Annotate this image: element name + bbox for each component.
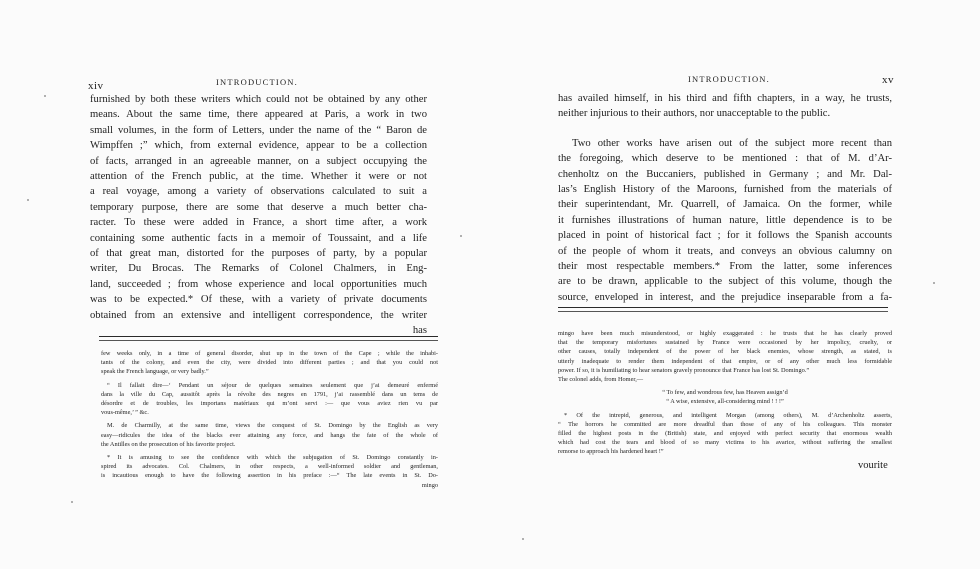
footnote-rule-thin — [558, 311, 888, 312]
footnote-line: remorse to approach his hardened heart !” — [558, 448, 664, 456]
text-line: land, succeeded ; from whose experience and local opportunities much — [90, 278, 427, 290]
footnote-line: which had cost the tears and blood of so many victims to his avarice, without suffering the smallest — [558, 439, 892, 447]
text-line: their superintendant, Mr. Quarrell, of Jamaica. On the former, while — [558, 199, 892, 211]
text-line: was to be expected.* Of these, with a variety of private documents — [90, 294, 427, 306]
text-line: neither injurious to their authors, nor unacceptable to the public. — [558, 108, 831, 120]
text-line: las’s English History of the Maroons, furnished from the materials of — [558, 184, 892, 196]
text-line: temporary purpose, there are some that deserve a much better cha- — [90, 201, 427, 213]
footnote-line: utterly inadequate to render them independent of that empire, or of any other much less formidable — [558, 357, 892, 365]
footnotes — [101, 349, 438, 490]
text-line: of that great man, distorted for the purposes of party, by a popular — [90, 248, 427, 260]
footnote-line: few weeks only, in a time of general disorder, shut up in the town of the Cape ; while the inhabi- — [101, 350, 438, 357]
footnote-line: speak the French language, or very badly.” — [101, 368, 209, 376]
footnote-line: is incautious enough to have the following assertion in his preface :—“ The late events in St. Do- — [101, 472, 438, 480]
footnote-line: dans la ville du Cap, aussitôt après la révolte des negres en 1791, j’ai rassemblé dans un tems de — [101, 390, 438, 398]
footnote-line: désordre et de troubles, les importans matériaux qui m’ont servi :— que vous aviez rien vu par — [101, 400, 438, 408]
body-text — [558, 91, 892, 305]
footnote-line: vous-même,’ ” &c. — [101, 409, 149, 417]
footnote-line: * Of the intrepid, generous, and intelligent Morgan (among others), M. d’Archenholtz asserts, — [564, 411, 892, 419]
text-line: chenholtz on the Buccaniers, published in Germany ; and Mr. Dal- — [558, 168, 892, 180]
page-number: xv — [882, 74, 894, 86]
text-line: placed in point of historical fact ; for it follows the Spanish accounts — [558, 230, 892, 242]
text-line: of facts, arranged in an agreeable manner, on a subject occupying the — [90, 155, 427, 167]
text-line: has availed himself, in his third and fifth chapters, in a way, he trusts, — [558, 93, 892, 104]
text-line: containing some authentic facts in a memoir of Toussaint, and a life — [90, 232, 427, 244]
catchword: vourite — [858, 460, 888, 471]
text-line: writer, Du Brocas. The Remarks of Colonel Chalmers, in Eng- — [90, 263, 427, 275]
footnote-rule — [558, 307, 888, 308]
speck — [933, 282, 935, 284]
running-head: INTRODUCTION. — [216, 77, 298, 87]
speck — [522, 538, 524, 540]
text-line: their most respectable members.* From the latter, some inferences — [558, 261, 892, 273]
text-line: obtained from an extensive and intelligent correspondence, the writer — [90, 309, 427, 321]
footnote-line: that the temporary misfortunes sustained by France were occasioned by her impolicy, cruelty, or — [558, 339, 892, 347]
right-page — [490, 0, 980, 569]
text-line: Two other works have arisen out of the subject more recent than — [572, 137, 892, 149]
footnote-line: easy—ridicules the idea of the blacks ever attaining any force, and hangs the fate of the whole of — [101, 431, 438, 439]
text-line: small volumes, in the form of Letters, under the name of the “ Baron de — [90, 124, 427, 136]
footnote-line: “ A wise, extensive, all-considering mind ! ! !” — [666, 398, 784, 406]
footnote-line: “ The horrors he committed are more dreadful than those of any of his colleagues. This monster — [558, 420, 892, 428]
speck — [44, 95, 46, 97]
speck — [71, 501, 73, 503]
footnote-line: filled the highest posts in the (British) state, and enjoyed with perfect security that enormous wealth — [558, 430, 892, 438]
footnote-line: mingo — [421, 481, 438, 489]
footnote-line: power. If so, it is humiliating to hear senators gravely pronounce that France has lost St. Domingo.” — [558, 366, 810, 374]
text-line: of the people of whom it treats, and conveys an obvious calumny on — [558, 245, 892, 257]
text-line: are to be drawn, applicable to the subject of this volume, though the — [558, 276, 892, 288]
footnotes — [558, 329, 892, 457]
text-line: source, enveloped in interest, and the prejudice inseparable from a fa- — [558, 291, 892, 303]
page-number: xiv — [88, 80, 104, 92]
speck — [27, 199, 29, 201]
footnote-line: M. de Charmilly, at the same time, views the conquest of St. Domingo by the English as very — [107, 422, 438, 430]
text-line: Wimpffen ;” which, from external evidence, appear to be a collection — [90, 140, 427, 152]
speck — [460, 235, 462, 237]
text-line: it furnishes illustrations of human nature, little dependence is to be — [558, 214, 892, 226]
footnote-rule — [99, 336, 438, 337]
footnote-line: other causes, totally independent of the power of her black enemies, whose strength, as stated, is — [558, 348, 892, 356]
footnote-line: mingo have been much misunderstood, or highly exaggerated : he trusts that he has clearly proved — [558, 330, 892, 337]
footnote-line: the Antilles on the prosecution of his favorite project. — [101, 440, 236, 448]
running-head: INTRODUCTION. — [688, 74, 770, 84]
footnote-line: “ To few, and wondrous few, has Heaven assign’d — [662, 389, 788, 397]
footnote-line: spired its advocates. Col. Chalmers, in other respects, a well-informed soldier and gentleman, — [101, 463, 438, 471]
body-text — [90, 92, 427, 339]
text-line: attention of the French public, at the time. Whether it were or not — [90, 171, 427, 183]
footnote-rule-thin — [99, 340, 438, 341]
text-line: has — [412, 325, 427, 337]
text-line: means. About the same time, there appeared at Paris, a work in two — [90, 109, 427, 121]
footnote-line: tants of the colony, and even the city, were divided into different parties ; and that you could not — [101, 359, 438, 367]
paragraph-gap — [558, 122, 892, 136]
text-line: a real voyage, among a variety of observations calculated to suit a — [90, 186, 427, 198]
text-line: racter. To these were added in France, a short time after, a work — [90, 217, 427, 229]
footnote-line: * It is amusing to see the confidence with which the subjugation of St. Domingo constantly in- — [107, 454, 438, 462]
footnote-line: The colonel adds, from Homer,— — [558, 376, 644, 384]
text-line: the foregoing, which deserve to be mentioned : that of M. d’Ar- — [558, 153, 892, 165]
text-line: furnished by both these writers which could not be obtained by any other — [90, 94, 427, 105]
footnote-line: “ Il fallait dire—‘ Pendant un séjour de quelques semaines seulement que j’ai demeuré enfermé — [107, 381, 438, 389]
